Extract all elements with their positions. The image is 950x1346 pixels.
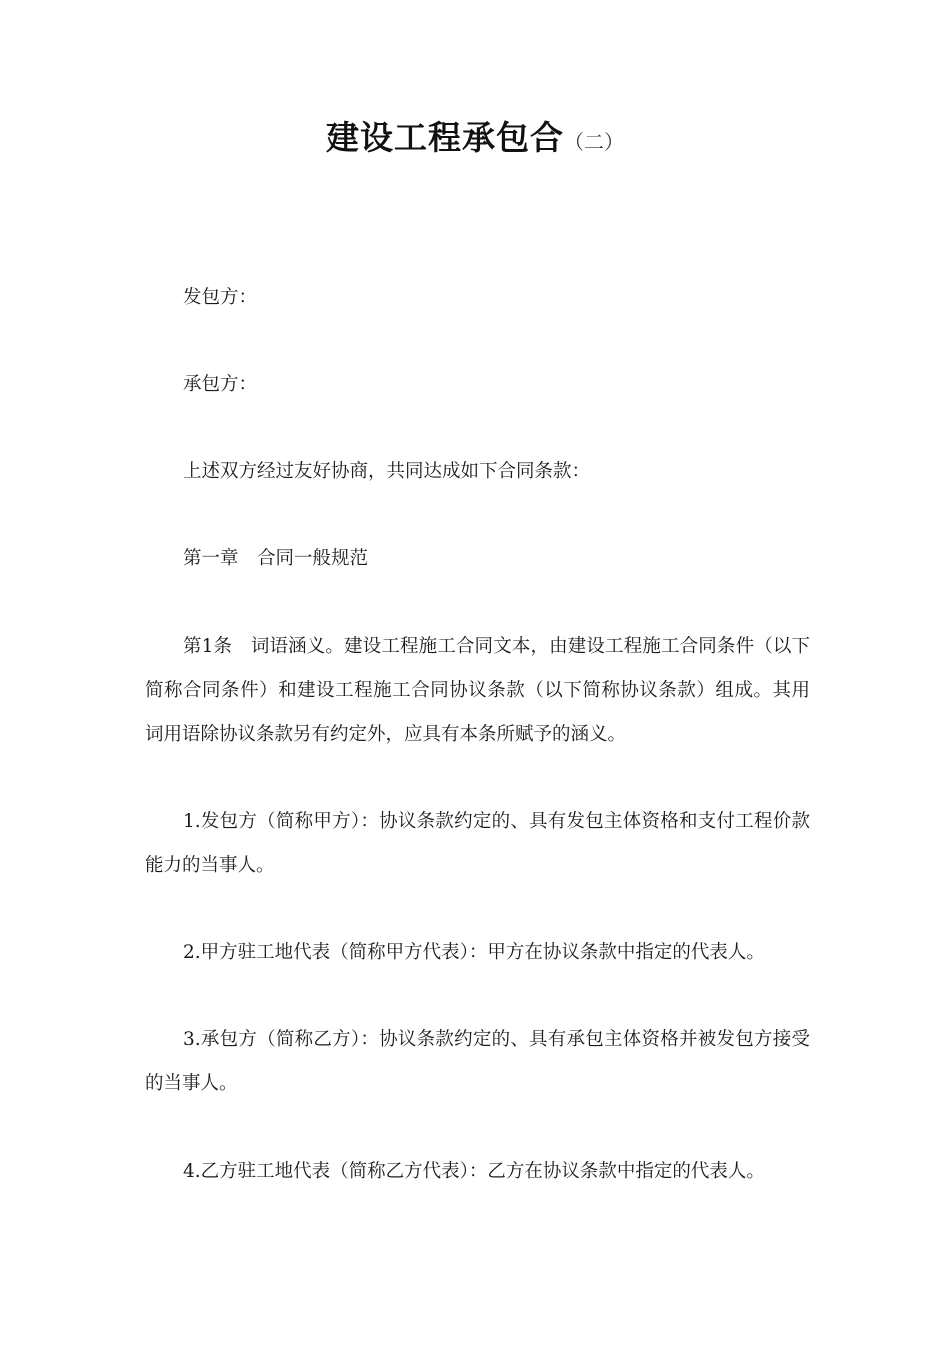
definition-item-4: 4.乙方驻工地代表（简称乙方代表）：乙方在协议条款中指定的代表人。: [183, 1161, 765, 1182]
title-main-text: 建设工程承包合: [326, 118, 564, 157]
definition-item-2: 2.甲方驻工地代表（简称甲方代表）：甲方在协议条款中指定的代表人。: [183, 942, 765, 963]
definition-item-1: 1.发包方（简称甲方）：协议条款约定的、具有发包主体资格和支付工程价款能力的当事人。: [145, 811, 810, 876]
party-b-line: 承包方：: [183, 374, 258, 395]
article-1-paragraph: 第1条 词语涵义。建设工程施工合同文本，由建设工程施工合同条件（以下简称合同条件）和建设工程施工合同协议条款（以下简称协议条款）组成。其用词用语除协议条款另有约定外，应具有本条所赋予的涵义。: [145, 636, 810, 745]
definition-item-3: 3.承包方（简称乙方）：协议条款约定的、具有承包主体资格并被发包方接受的当事人。: [145, 1029, 810, 1094]
chapter-heading: 第一章 合同一般规范: [183, 548, 369, 569]
title-subtitle: （二）: [564, 130, 624, 154]
party-a-line: 发包方：: [183, 287, 258, 308]
intro-paragraph: 上述双方经过友好协商，共同达成如下合同条款：: [183, 461, 591, 482]
document-title: [0, 112, 950, 159]
